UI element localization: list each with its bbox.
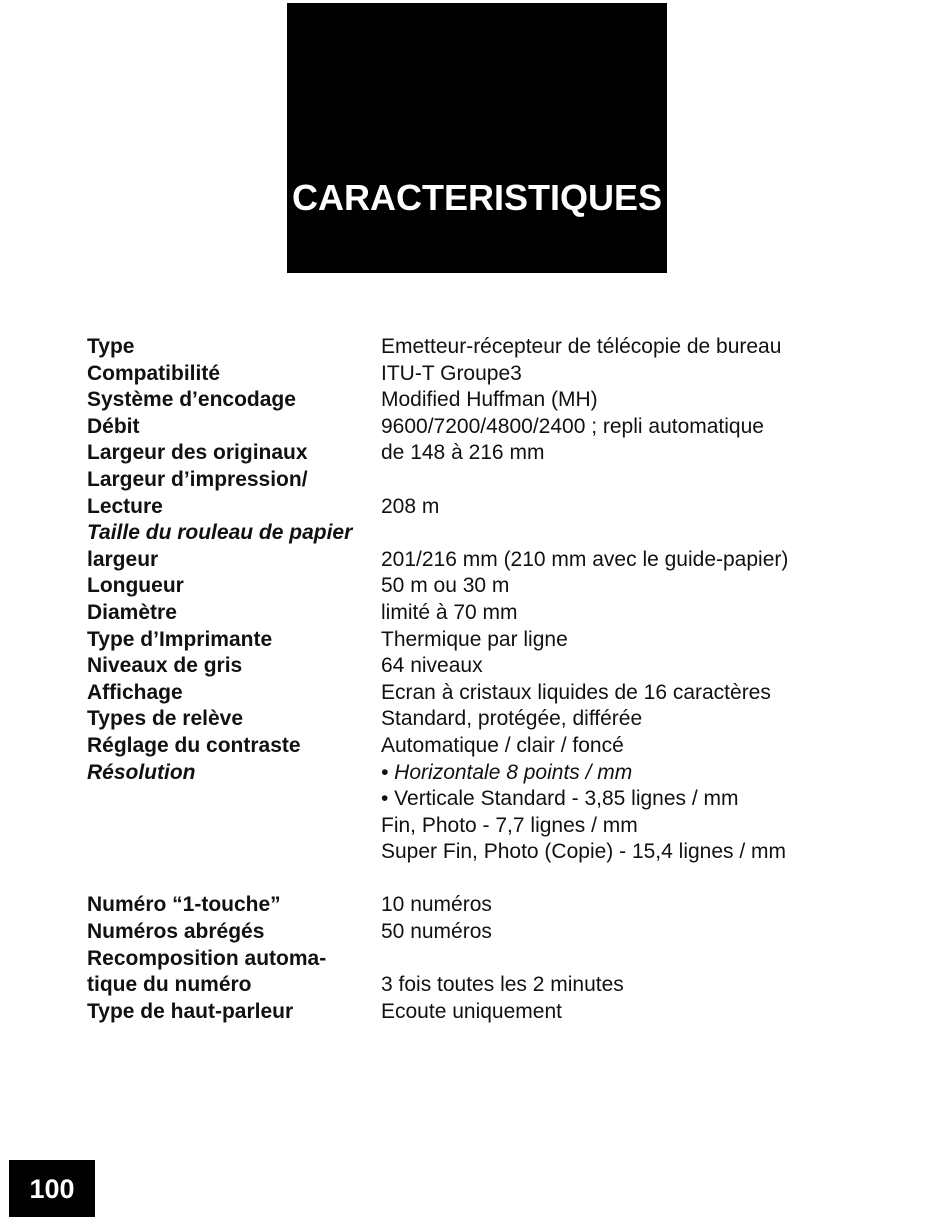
spec-row-polling bbox=[87, 706, 847, 733]
spec-row-print-width bbox=[87, 467, 847, 494]
title-banner bbox=[287, 3, 667, 273]
spec-row-paper-roll bbox=[87, 520, 847, 547]
spec-row-paper-length bbox=[87, 573, 847, 600]
spec-value: Modified Huffman (MH) bbox=[381, 388, 598, 412]
spec-value: Ecoute uniquement bbox=[381, 999, 562, 1023]
spec-value: de 148 à 216 mm bbox=[381, 441, 545, 465]
spec-row-display bbox=[87, 680, 847, 707]
spec-row-spacer bbox=[87, 866, 847, 893]
spec-label: Affichage bbox=[87, 680, 183, 704]
spec-row-encoding bbox=[87, 387, 847, 414]
spec-label: Résolution bbox=[87, 760, 196, 784]
spec-label: Largeur d’impression/ bbox=[87, 467, 308, 491]
spec-row-paper-width bbox=[87, 547, 847, 574]
spec-row-type bbox=[87, 334, 847, 361]
spec-value: 64 niveaux bbox=[381, 654, 483, 678]
spec-value: Super Fin, Photo (Copie) - 15,4 lignes / mm bbox=[381, 840, 787, 864]
spec-row-redial bbox=[87, 946, 847, 973]
spec-row-original-width bbox=[87, 440, 847, 467]
spec-label: Largeur des originaux bbox=[87, 441, 308, 465]
spec-row-speaker bbox=[87, 999, 847, 1026]
spec-row-printer-type bbox=[87, 627, 847, 654]
spec-label: Lecture bbox=[87, 494, 163, 518]
spec-label: Compatibilité bbox=[87, 361, 221, 385]
spec-row-resolution bbox=[87, 760, 847, 787]
spec-value: Emetteur-récepteur de télécopie de bureau bbox=[381, 335, 782, 358]
spec-label: Diamètre bbox=[87, 600, 177, 624]
spec-value: 201/216 mm (210 mm avec le guide-papier) bbox=[381, 547, 789, 571]
spec-row-redial-cont bbox=[87, 972, 847, 999]
spec-value: Fin, Photo - 7,7 lignes / mm bbox=[381, 813, 638, 837]
spec-value: 50 numéros bbox=[381, 920, 492, 944]
spec-value: 208 m bbox=[381, 494, 440, 518]
spec-value: Standard, protégée, différée bbox=[381, 707, 643, 731]
spec-row-scan bbox=[87, 494, 847, 521]
spec-label: Type d’Imprimante bbox=[87, 627, 273, 651]
spec-value: • Horizontale 8 points / mm bbox=[381, 760, 633, 784]
spec-row-resolution-vertical bbox=[87, 786, 847, 813]
spec-row-grayscale bbox=[87, 653, 847, 680]
spec-value: limité à 70 mm bbox=[381, 600, 518, 624]
page-number: 100 bbox=[29, 1174, 75, 1204]
spec-label: Types de relève bbox=[87, 707, 244, 731]
spec-value: 10 numéros bbox=[381, 893, 492, 917]
spec-label: Débit bbox=[87, 414, 140, 438]
spec-label: Système d’encodage bbox=[87, 388, 296, 412]
spec-label: Numéro “1-touche” bbox=[87, 893, 281, 917]
spec-label: Taille du rouleau de papier bbox=[87, 521, 353, 545]
spec-label: Réglage du contraste bbox=[87, 733, 301, 757]
spec-label: Niveaux de gris bbox=[87, 654, 243, 678]
spec-row-one-touch bbox=[87, 892, 847, 919]
spec-value: 9600/7200/4800/2400 ; repli automatique bbox=[381, 414, 764, 438]
spec-row-speed bbox=[87, 414, 847, 441]
spec-row-speed-dial bbox=[87, 919, 847, 946]
spec-value: 3 fois toutes les 2 minutes bbox=[381, 973, 624, 997]
spec-label: Type de haut-parleur bbox=[87, 999, 294, 1023]
page-number-tab bbox=[9, 1160, 95, 1217]
spec-label: Recomposition automa- bbox=[87, 946, 327, 970]
spec-row-compatibility bbox=[87, 361, 847, 388]
spec-row-diameter bbox=[87, 600, 847, 627]
spec-value: Thermique par ligne bbox=[381, 627, 568, 651]
spec-value: ITU-T Groupe3 bbox=[381, 361, 522, 385]
spec-value: 50 m ou 30 m bbox=[381, 574, 510, 598]
spec-label: tique du numéro bbox=[87, 973, 252, 997]
spec-value: Automatique / clair / foncé bbox=[381, 733, 624, 757]
spec-row-contrast bbox=[87, 733, 847, 760]
spec-value: • Verticale Standard - 3,85 lignes / mm bbox=[381, 787, 739, 811]
page-title: CARACTERISTIQUES bbox=[291, 177, 663, 218]
spec-row-resolution-superfine bbox=[87, 839, 847, 866]
spec-label: Longueur bbox=[87, 574, 184, 598]
spec-label: largeur bbox=[87, 547, 159, 571]
spec-label: Type bbox=[87, 335, 135, 358]
spec-value: Ecran à cristaux liquides de 16 caractères bbox=[381, 680, 771, 704]
spec-list bbox=[87, 334, 847, 1025]
spec-label: Numéros abrégés bbox=[87, 920, 265, 944]
spec-row-resolution-fine bbox=[87, 813, 847, 840]
